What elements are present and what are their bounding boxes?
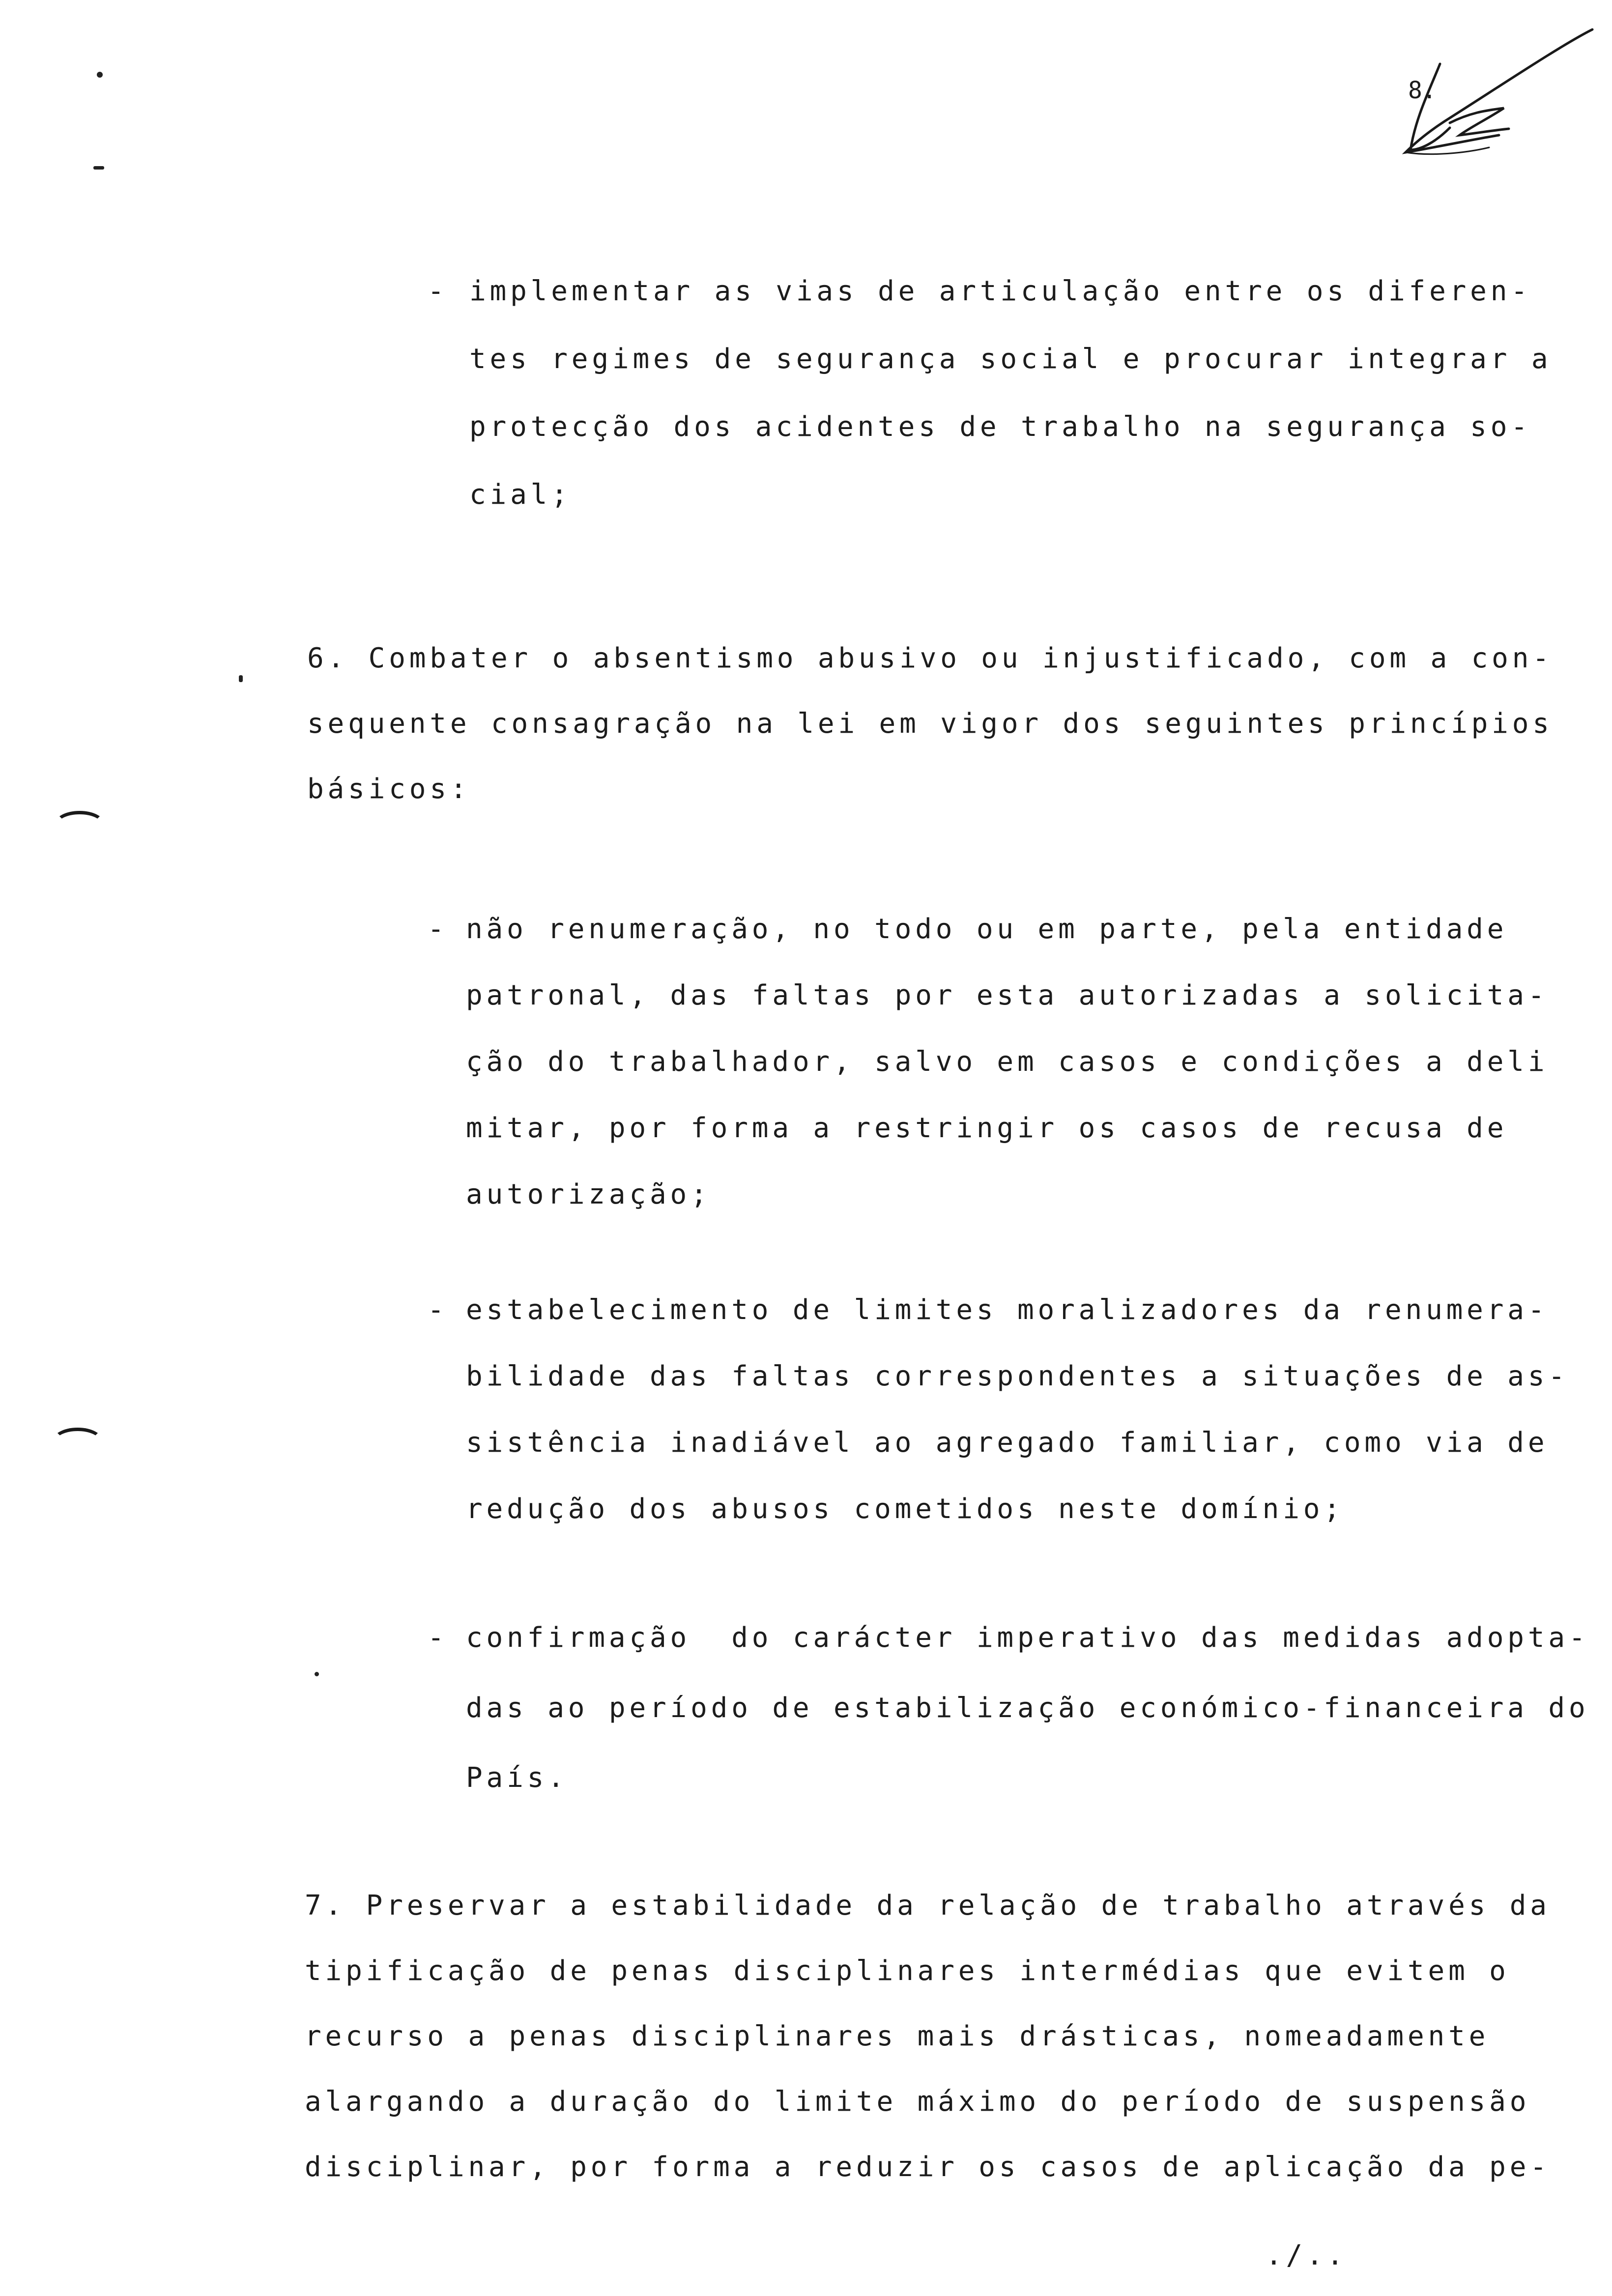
margin-dash — [93, 166, 104, 170]
text-line: ção do trabalhador, salvo em casos e condições a deli — [466, 1046, 1549, 1078]
text-line: sistência inadiável ao agregado familiar, como via de — [466, 1427, 1549, 1459]
text-line: bilidade das faltas correspondentes a situações de as- — [466, 1360, 1569, 1392]
bullet-marker: - — [428, 1294, 444, 1326]
bullet-marker: - — [428, 913, 444, 945]
page-number: 8. — [1408, 77, 1437, 104]
bullet-marker: - — [428, 1622, 444, 1654]
margin-dot — [239, 675, 243, 682]
margin-dot — [315, 1672, 319, 1676]
text-line: 7. Preservar a estabilidade da relação de trabalho através da — [305, 1890, 1551, 1922]
text-line: sequente consagração na lei em vigor dos seguintes princípios — [307, 708, 1553, 740]
text-line: disciplinar, por forma a reduzir os casos de aplicação da pe- — [305, 2151, 1551, 2183]
text-line: alargando a duração do limite máximo do período de suspensão — [305, 2086, 1530, 2118]
bullet-marker: - — [428, 275, 444, 307]
text-line: mitar, por forma a restringir os casos de recusa de — [466, 1112, 1508, 1144]
margin-arc — [54, 811, 105, 839]
text-line: das ao período de estabilização económico-financeira do — [466, 1692, 1589, 1724]
text-line: redução dos abusos cometidos neste domínio; — [466, 1493, 1344, 1525]
text-line: não renumeração, no todo ou em parte, pela entidade — [466, 913, 1508, 945]
text-line: cial; — [469, 479, 572, 511]
text-line: protecção dos acidentes de trabalho na segurança so- — [469, 411, 1531, 443]
text-line: 6. Combater o absentismo abusivo ou injustificado, com a con- — [307, 642, 1553, 674]
text-line: implementar as vias de articulação entre os diferen- — [469, 275, 1531, 307]
text-line: patronal, das faltas por esta autorizadas a solicita- — [466, 979, 1549, 1011]
text-line: autorização; — [466, 1178, 711, 1210]
continuation-mark: ./.. — [1266, 2239, 1348, 2271]
text-line: confirmação do carácter imperativo das medidas adopta- — [466, 1622, 1589, 1654]
margin-arc — [52, 1428, 103, 1456]
margin-dot — [97, 72, 103, 78]
text-line: tipificação de penas disciplinares intermédias que evitem o — [305, 1955, 1510, 1987]
text-line: básicos: — [307, 773, 471, 805]
text-line: tes regimes de segurança social e procurar integrar a — [469, 343, 1552, 375]
text-line: País. — [466, 1762, 568, 1794]
text-line: estabelecimento de limites moralizadores da renumera- — [466, 1294, 1549, 1326]
text-line: recurso a penas disciplinares mais drásticas, nomeadamente — [305, 2020, 1490, 2052]
